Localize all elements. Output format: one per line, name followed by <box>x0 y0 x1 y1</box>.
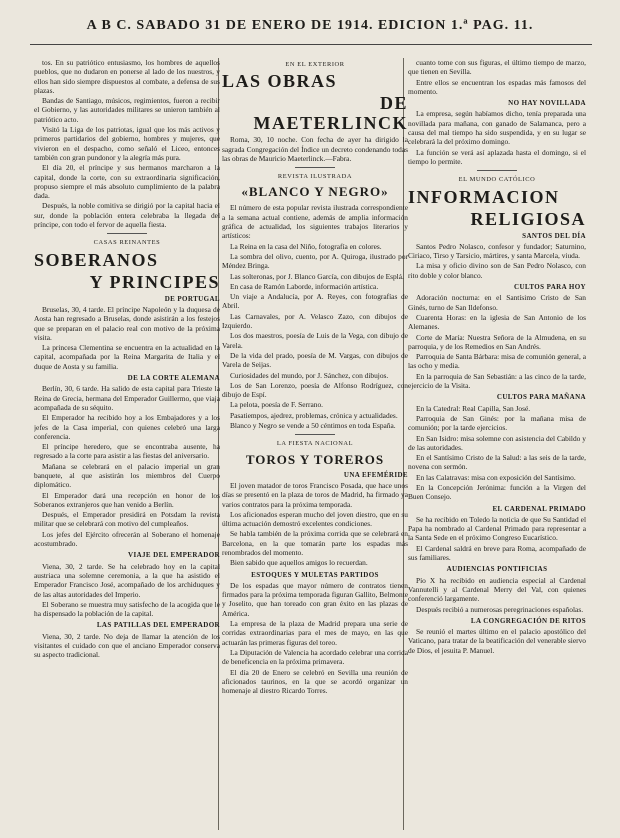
paragraph: Roma, 30, 10 noche. Con fecha de ayer ha dirigido la sagrada Congregación del Índice un decreto condenando todas las obras de Mauricio Maeterlinck.—Fabra. <box>222 135 408 163</box>
paragraph: El día 20 de Enero se celebró en Sevilla una reunión de aficionados taurinos, en la que se acordó organizar un homenaje al diestro Ricardo Torres. <box>222 667 408 696</box>
column-3 <box>408 58 586 830</box>
paragraph: Corte de María: Nuestra Señora de la Almudena, en su parroquia, y de los Remedios en San Andrés. <box>408 332 586 351</box>
paragraph: Los aficionados esperan mucho del joven diestro, que en su última actuación demostró excelentes condiciones. <box>222 509 408 529</box>
paragraph: Berlín, 30, 6 tarde. Ha salido de esta capital para Trieste la Reina de Grecia, hermana del Emperador Guillermo, que viaja acompañada de su séquito. <box>34 384 220 412</box>
subheading: UNA EFEMÉRIDE <box>343 470 408 479</box>
paragraph: Viena, 30, 2 tarde. Se ha celebrado hoy en la capital austriaca una solemne ceremonia, a la que ha asistido el Emperador Francisco José, acompañado de los archiduques y de las altas autoridades del Imperio. <box>34 561 220 599</box>
paragraph: Después, el Emperador presidirá en Potsdam la revista militar que se celebrará con motivo del cumpleaños. <box>34 510 220 529</box>
paragraph: Bruselas, 30, 4 tarde. El príncipe Napoleón y la duquesa de Aosta han regresado a Bruselas, donde asistirán a los festejos que se preparan en el palacio real con motivo de la próxima visita. <box>34 304 220 342</box>
section-kicker: REVISTA ILUSTRADA <box>277 173 353 181</box>
paragraph: De los espadas que mayor número de contratos tienen firmados para la próxima temporada figuran Gallito, Belmonte y Joselito, que han toreado con gran éxito en las plazas de América. <box>222 580 408 618</box>
paragraph: En la parroquia de San Sebastián: a las cinco de la tarde, ejercicio de la Visita. <box>408 371 586 391</box>
paragraph: Pasatiempos, ajedrez, problemas, crónica y actualidades. <box>230 410 398 420</box>
paragraph: Bandas de Santiago, músicos, regimientos, fueron a recibir el Gobierno, y las autoridades militares se unieron también al patriótico acto. <box>34 96 220 124</box>
paragraph: Un viaje a Andalucía, por A. Reyes, con fotografías de Abril. <box>222 292 408 311</box>
headline: INFORMACION <box>408 186 560 207</box>
subheading: VIAJE DEL EMPERADOR <box>128 551 220 560</box>
subheading: CULTOS PARA HOY <box>514 283 586 292</box>
paragraph: Cuarenta Horas: en la iglesia de San Antonio de los Alemanes. <box>408 312 586 332</box>
section-kicker: CASAS REINANTES <box>93 239 161 247</box>
paragraph: La Diputación de Valencia ha acordado celebrar una corrida de beneficencia en la próxima primavera. <box>222 647 408 667</box>
paragraph: Después, la noble comitiva se dirigió por la capital hacia el sur, donde la población entera celebraba la llegada del príncipe, con todo el fervor de aquella fiesta. <box>34 201 220 230</box>
headline: SOBERANOS <box>34 249 159 270</box>
separator <box>295 434 335 435</box>
paragraph: Bien sabido que aquellos amigos lo recuerdan. <box>230 558 368 568</box>
paragraph: El número de esta popular revista ilustrada correspondiente a la semana actual contiene, además de amplia información gráfica de actualidad, los siguientes trabajos literarios y artísticos: <box>222 203 408 241</box>
subheading: NO HAY NOVILLADA <box>508 99 586 108</box>
paragraph: Se ha recibido en Toledo la noticia de que Su Santidad el Papa ha nombrado al Cardenal Primado para representar a la Santa Sede en el próximo Congreso Eucarístico. <box>408 514 586 543</box>
paragraph: En la Catedral: Real Capilla, San José. <box>416 403 531 413</box>
paragraph: En casa de Ramón Laborde, información artística. <box>230 281 379 291</box>
paragraph: Las solteronas, por J. Blanco García, con dibujos de Esplá. <box>230 271 404 281</box>
subheading: LA CONGREGACIÓN DE RITOS <box>470 616 586 625</box>
paragraph: cuanto tome con sus figuras, el último tiempo de marzo, que tienen en Sevilla. <box>408 58 586 77</box>
separator <box>107 233 147 234</box>
paragraph: La Reina en la casa del Niño, fotografía en colores. <box>230 241 382 251</box>
separator <box>295 167 335 168</box>
paragraph: Curiosidades del mundo, por J. Sánchez, con dibujos. <box>230 370 389 380</box>
column-1 <box>34 58 220 830</box>
headline: TOROS Y TOREROS <box>245 451 385 467</box>
paragraph: La pelota, poesía de F. Serrano. <box>230 400 323 410</box>
separator <box>477 170 517 171</box>
paragraph: Pío X ha recibido en audiencia especial al Cardenal Vannutelli y al Cardenal Merry del Val, con quienes conferenció largamente. <box>408 575 586 604</box>
section-kicker: EN EL EXTERIOR <box>285 61 345 68</box>
paragraph: En San Isidro: misa solemne con asistencia del Cabildo y de las autoridades. <box>408 433 586 452</box>
paragraph: El Emperador ha recibido hoy a los Embajadores y a los jefes de la Casa imperial, con quienes celebró una larga conferencia. <box>34 413 220 441</box>
subheading: EL CARDENAL PRIMADO <box>492 504 586 513</box>
column-2 <box>222 58 408 830</box>
paragraph: Las Carnavales, por A. Velasco Zazo, con dibujos de Izquierdo. <box>222 311 408 331</box>
section-kicker: LA FIESTA NACIONAL <box>276 440 354 448</box>
paragraph: Visitó la Liga de los patriotas, igual que los más activos y primeros partidarios del gobierno, hombres y mujeres, que vivieron en el despacho, como señaló el Liceo, entonces también con gran pundonor y la alegría más pura. <box>34 125 220 162</box>
masthead: A B C. SABADO 31 DE ENERO DE 1914. EDICION 1.ª PAG. 11. <box>86 18 534 33</box>
paragraph: Parroquia de Santa Bárbara: misa de comunión general, a las ocho y media. <box>408 352 586 371</box>
paragraph: Mañana se celebrará en el palacio imperial un gran banquete, al que asistirán los miembros del Cuerpo diplomático. <box>34 461 220 490</box>
headline: RELIGIOSA <box>470 208 586 229</box>
paragraph: El príncipe heredero, que se encontraba ausente, ha regresado a la corte para asistir a las fiestas del aniversario. <box>34 442 220 461</box>
subheading: SANTOS DEL DÍA <box>522 231 586 240</box>
paragraph: Los de San Lorenzo, poesía de Alfonso Rodríguez, con dibujo de Espí. <box>222 380 408 400</box>
paragraph: El Emperador dará una recepción en honor de los Soberanos extranjeros que han venido a Berlín. <box>34 490 220 509</box>
paragraph: La misa y oficio divino son de San Pedro Nolasco, con rito doble y color blanco. <box>408 261 586 280</box>
paragraph: El día 20, el príncipe y sus hermanos marcharon a la capital, donde la corte, con su extraordinaria significación, propuso siempre el más absoluto cumplimiento de la palabra dada. <box>34 163 220 201</box>
paragraph: La princesa Clementina se encuentra en la actualidad en la capital, acompañada por la Reina Margarita de Italia y el duque de Aosta y su familia. <box>34 343 220 371</box>
paragraph: El Cardenal saldrá en breve para Roma, acompañado de sus familiares. <box>408 543 586 563</box>
paragraph: Parroquia de San Ginés: por la mañana misa de comunión; por la tarde ejercicios. <box>408 413 586 433</box>
subheading: LAS PATILLAS DEL EMPERADOR <box>96 621 220 630</box>
paragraph: Viena, 30, 2 tarde. No deja de llamar la atención de los visitantes el cuidado con que el anciano Emperador conserva su aspecto tradicional. <box>34 631 220 660</box>
paragraph: La sombra del olivo, cuento, por A. Quiroga, ilustrado por Méndez Bringa. <box>222 251 408 271</box>
subheading: AUDIENCIAS PONTIFICIAS <box>446 565 548 574</box>
paragraph: Santos Pedro Nolasco, confesor y fundador; Saturnino, Ciriaco, Tirso y Tarsicio, mártires, y santa Marcela, viuda. <box>408 241 586 261</box>
section-kicker: EL MUNDO CATÓLICO <box>458 176 536 184</box>
subheading: DE LA CORTE ALEMANA <box>127 374 220 383</box>
headline: Y PRINCIPES <box>89 271 220 292</box>
paragraph: tos. En su patriótico entusiasmo, los hombres de aquellos pueblos, que no dudaron en ponerse al lado de los nuestros, y ellos han sido siempre dispuestos al combate, a defensa de sus plazas. <box>34 58 220 95</box>
paragraph: En el Santísimo Cristo de la Salud: a las seis de la tarde, novena con sermón. <box>408 453 586 472</box>
paragraph: De la vida del prado, poesía de M. Vargas, con dibujos de Varela de Seijas. <box>222 350 408 370</box>
paragraph: La función se verá así aplazada hasta el domingo, si el tiempo lo permite. <box>408 147 586 166</box>
paragraph: Después recibió a numerosas peregrinaciones españolas. <box>416 604 584 614</box>
paragraph: Entre ellos se encuentran los espadas más famosos del momento. <box>408 77 586 96</box>
paragraph: El Soberano se muestra muy satisfecho de la acogida que le ha dispensado la población de la capital. <box>34 599 220 619</box>
paragraph: La empresa, según habíamos dicho, tenía preparada una novillada para mañana, con ganado de Salamanca, pero a causa del mal tiempo ha sido suspendida, y en su lugar se celebrará la del próximo domingo. <box>408 109 586 147</box>
headline: DE MAETERLINCK <box>253 93 408 134</box>
paragraph: En las Calatravas: misa con exposición del Santísimo. <box>416 472 576 482</box>
paragraph: En la Concepción Jerónima: función a la Virgen del Buen Consejo. <box>408 482 586 502</box>
paragraph: Los jefes del Ejército ofrecerán al Soberano el homenaje acostumbrado. <box>34 529 220 549</box>
subheading: ESTOQUES Y MULETAS PARTIDOS <box>251 570 379 579</box>
paragraph: Los dos maestros, poesía de Luis de la Vega, con dibujo de Varela. <box>222 331 408 350</box>
paragraph: Se reunió el martes último en el palacio apostólico del Vaticano, para tratar de la beatificación del venerable siervo de Dios, el jesuita P. Manuel. <box>408 627 586 655</box>
subheading: CULTOS PARA MAÑANA <box>496 393 586 402</box>
header-rule <box>30 44 592 45</box>
paragraph: Blanco y Negro se vende a 50 céntimos en toda España. <box>230 421 396 431</box>
paragraph: El joven matador de toros Francisco Posada, que hace unos días se presentó en la plaza de toros de Madrid, ha firmado ya varios contratos para la próxima temporada. <box>222 480 408 509</box>
subheading: DE PORTUGAL <box>164 294 220 303</box>
paragraph: Adoración nocturna: en el Santísimo Cristo de San Ginés, turno de San Ildefonso. <box>408 293 586 312</box>
paragraph: Se habla también de la próxima corrida que se celebrará en Barcelona, en la que tomarán parte los espadas más renombrados del momento. <box>222 529 408 557</box>
headline: LAS OBRAS <box>222 71 338 92</box>
headline: «BLANCO Y NEGRO» <box>241 184 389 200</box>
paragraph: La empresa de la plaza de Madrid prepara una serie de corridas extraordinarias para el mes de mayo, en las que actuarán las primeras figuras del toreo. <box>222 619 408 647</box>
